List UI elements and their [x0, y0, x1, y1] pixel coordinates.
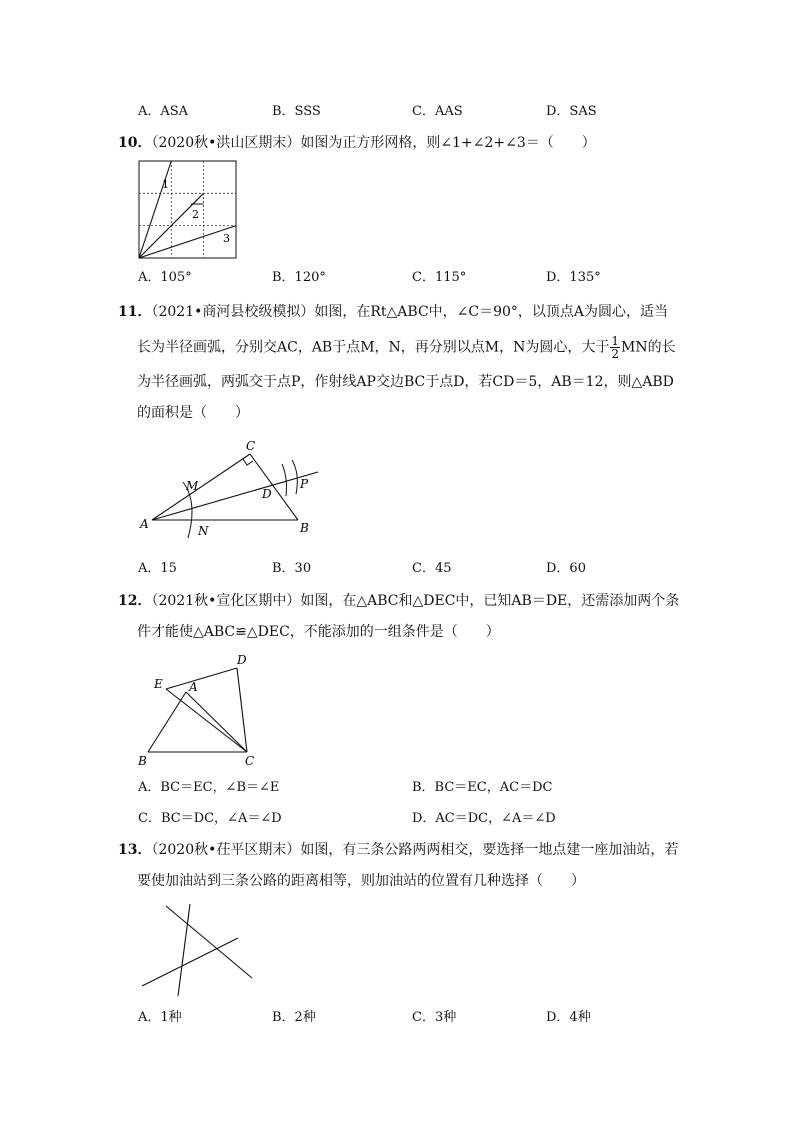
q11-text-2b: MN的长 [621, 339, 676, 356]
q11-text-1: （2021•商河县校级模拟）如图，在Rt△ABC中，∠C＝90°，以顶点A为圆心，适当 [151, 304, 669, 320]
q10-angle-label-3: 3 [223, 232, 230, 245]
q11-option-d: D．60 [546, 561, 586, 576]
q12-option-c: C．BC＝DC，∠A＝∠D [138, 811, 282, 826]
q10-option-d: D．135° [546, 270, 601, 285]
q11-fraction [610, 335, 620, 360]
q10-option-a: A．105° [138, 270, 192, 285]
q10-option-b: B．120° [272, 270, 326, 285]
q11-option-b: B．30 [272, 561, 312, 576]
q9-option-a: A．ASA [138, 104, 189, 119]
q11-text-2a: 长为半径画弧，分别交AC，AB于点M，N，再分别以点M，N为圆心，大于 [137, 339, 610, 356]
q10-angle-label-1: 1 [162, 178, 169, 191]
q13-option-d: D．4种 [546, 1010, 591, 1025]
q10-grid-figure [136, 158, 240, 262]
q12-label-b: B [138, 754, 147, 768]
q11-triangle-figure [136, 436, 336, 546]
q12-label-e: E [154, 677, 163, 691]
q12-triangles-figure [136, 650, 276, 770]
q10-text: （2020秋•洪山区期末）如图为正方形网格，则∠1+∠2+∠3＝（ ） [151, 135, 596, 151]
q11-stem-line-1 [118, 303, 668, 321]
q13-option-a: A．1种 [138, 1010, 182, 1025]
q12-label-c: C [245, 754, 255, 768]
q12-number: 12． [118, 593, 152, 609]
q11-option-a: A．15 [138, 561, 177, 576]
q9-option-b: B．SSS [272, 104, 321, 119]
q12-stem-line-1 [118, 592, 679, 610]
q13-option-b: B．2种 [272, 1010, 316, 1025]
q13-roads-figure [136, 900, 260, 1000]
q9-option-d: D．SAS [546, 104, 597, 119]
q11-label-n: N [198, 524, 209, 538]
q11-label-d: D [262, 487, 272, 501]
q13-text-1: （2020秋•茌平区期末）如图，有三条公路两两相交，要选择一地点建一座加油站，若 [151, 842, 679, 858]
q11-label-b: B [300, 521, 309, 535]
q10-option-c: C．115° [412, 270, 467, 285]
q10-number: 10． [118, 135, 152, 151]
q13-number: 13． [118, 842, 152, 858]
q13-option-c: C．3种 [412, 1010, 457, 1025]
q13-stem-line-2: 要使加油站到三条公路的距离相等，则加油站的位置有几种选择（ ） [137, 873, 585, 889]
q10-angle-label-2: 2 [192, 208, 199, 221]
q11-stem-line-3: 为半径画弧，两弧交于点P，作射线AP交边BC于点D，若CD＝5，AB＝12，则△ABD [137, 374, 674, 390]
q11-frac-numerator: 1 [611, 334, 620, 348]
q11-stem-line-4: 的面积是（ ） [137, 405, 249, 421]
q10-stem [118, 134, 596, 152]
q11-frac-denominator: 2 [611, 347, 620, 361]
q12-label-a: A [189, 680, 198, 694]
q12-option-a: A．BC＝EC，∠B＝∠E [138, 780, 280, 795]
q11-label-m: M [186, 479, 199, 493]
q12-label-d: D [237, 653, 247, 667]
q13-stem-line-1 [118, 841, 678, 859]
q11-number: 11． [118, 304, 152, 320]
q11-option-c: C．45 [412, 561, 452, 576]
q11-label-p: P [300, 477, 309, 491]
q12-stem-line-2: 件才能使△ABC≌△DEC，不能添加的一组条件是（ ） [137, 624, 500, 640]
q12-text-1: （2021秋•宣化区期中）如图，在△ABC和△DEC中，已知AB＝DE，还需添加两个条 [151, 593, 680, 609]
q12-option-d: D．AC＝DC，∠A＝∠D [412, 811, 556, 826]
q11-label-c: C [246, 439, 256, 453]
q11-label-a: A [140, 517, 149, 531]
q11-stem-line-2 [137, 335, 676, 360]
q9-option-c: C．AAS [412, 104, 463, 119]
q12-option-b: B．BC＝EC，AC＝DC [412, 780, 553, 795]
